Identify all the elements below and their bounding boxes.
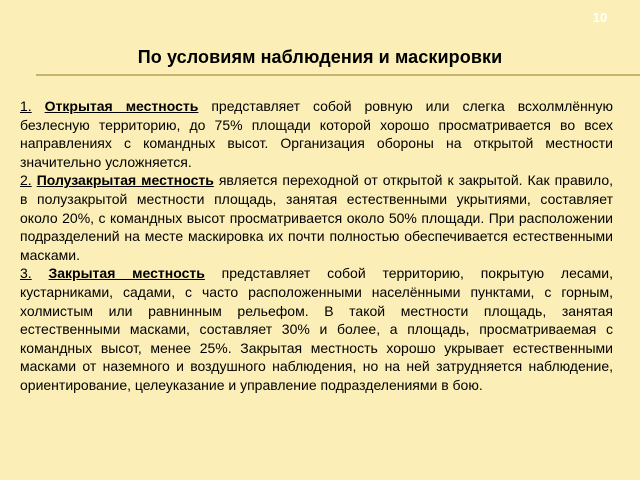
slide-title: По условиям наблюдения и маскировки xyxy=(137,47,503,67)
item-description: представляет собой ровную или слегка всхолмлённую безлесную территорию, до 75% площади которой хорошо просматривается во всех направлениях с командных высот. Организация обороны на открытой местности значительно усложняется. xyxy=(20,98,614,170)
item-number: 2. xyxy=(20,172,32,189)
paragraph-open-terrain xyxy=(20,97,613,171)
term-semi-closed-terrain: Полузакрытая местность xyxy=(36,172,214,189)
item-number: 3. xyxy=(20,265,32,282)
title-divider xyxy=(36,74,640,76)
body-text xyxy=(20,97,613,395)
term-open-terrain: Открытая местность xyxy=(44,98,199,114)
slide-number: 10 xyxy=(592,10,608,25)
item-description: является переходной от открытой к закрытой. Как правило, в полузакрытой местности площадь, занятая естественными укрытиями, составляет около 20%, с командных высот просматривается около 50% площади. При расположении подразделений на месте маскировка их почти полностью обеспечивается естественными масками. xyxy=(20,172,613,263)
paragraph-closed-terrain xyxy=(20,264,613,394)
item-number: 1. xyxy=(20,98,32,114)
term-closed-terrain: Закрытая местность xyxy=(48,265,205,282)
item-description: представляет собой территорию, покрытую лесами, кустарниками, садами, с часто расположенными населёнными пунктами, с горным, холмистым или равнинным рельефом. В такой местности площадь, занятая естественными масками, составляет 30% и более, а площадь, просматриваемая с командных высот, менее 25%. Закрытая местность хорошо укрывает естественными масками от наземного и воздушного наблюдения, но на ней затрудняется наблюдение, ориентирование, целеуказание и управление подразделениями в бою. xyxy=(20,265,613,393)
paragraph-semi-closed-terrain xyxy=(20,171,613,264)
